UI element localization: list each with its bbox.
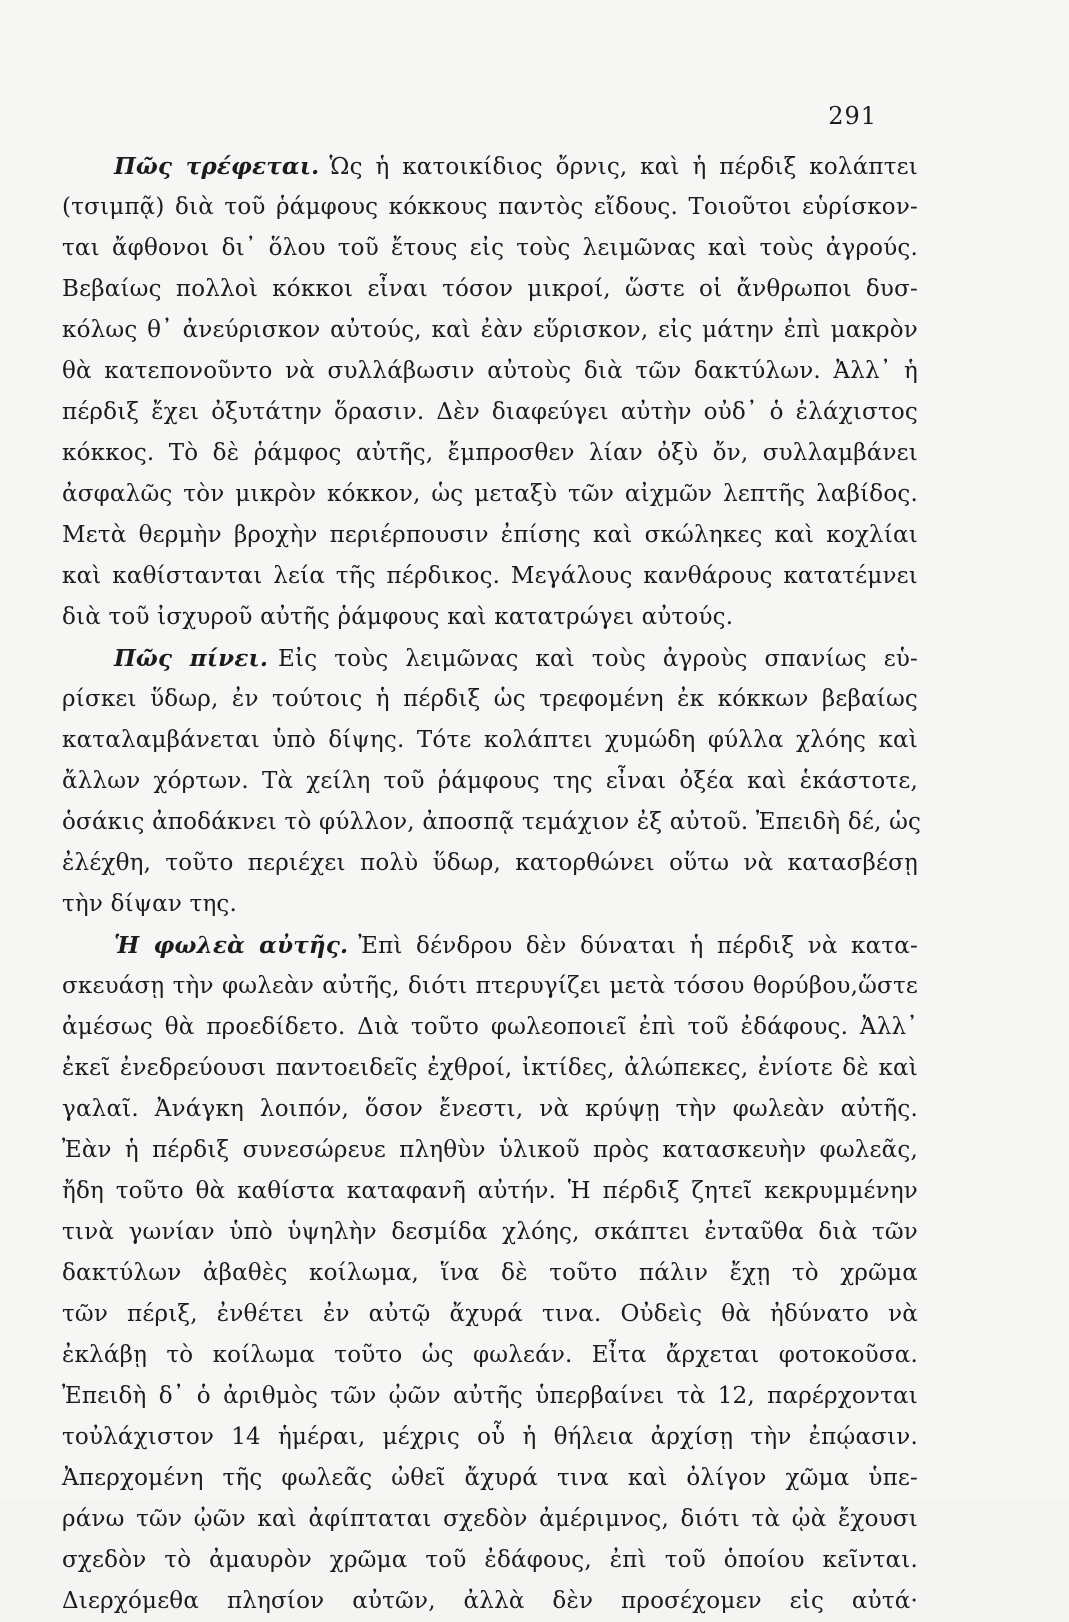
text-line: κόκκος. Τὸ δὲ ῥάμφος αὐτῆς, ἔμπροσθεν λίαν ὀξὺ ὄν, συλλαμβάνει: [62, 440, 918, 466]
text-line: ἤδη τοῦτο θὰ καθίστα καταφανῆ αὐτήν. Ἡ πέρδιξ ζητεῖ κεκρυμμένην: [62, 1178, 918, 1204]
text-line: Βεβαίως πολλοὶ κόκκοι εἶναι τόσον μικροί, ὥστε οἱ ἄνθρωποι δυσ-: [62, 276, 918, 302]
text-line: θὰ κατεπονοῦντο νὰ συλλάβωσιν αὐτοὺς διὰ τῶν δακτύλων. Ἀλλ᾽ ἡ: [62, 358, 918, 384]
text-line: ἄλλων χόρτων. Τὰ χείλη τοῦ ῥάμφους της εἶναι ὀξέα καὶ ἑκάστοτε,: [62, 768, 918, 794]
text-line: Ἀπερχομένη τῆς φωλεᾶς ὠθεῖ ἄχυρά τινα καὶ ὀλίγον χῶμα ὑπε-: [62, 1465, 918, 1491]
text-line: τὴν δίψαν της.: [62, 891, 238, 917]
text-line: τῶν πέριξ, ἐνθέτει ἐν αὐτῷ ἄχυρά τινα. Οὐδεὶς θὰ ἠδύνατο νὰ: [62, 1301, 918, 1327]
text-line: ρίσκει ὕδωρ, ἐν τούτοις ἡ πέρδιξ ὡς τρεφομένη ἐκ κόκκων βεβαίως: [62, 686, 918, 712]
text-line: ἀμέσως θὰ προεδίδετο. Διὰ τοῦτο φωλεοποιεῖ ἐπὶ τοῦ ἐδάφους. Ἀλλ᾽: [62, 1014, 918, 1040]
section-feeding: [62, 146, 918, 638]
text-line: σκευάσῃ τὴν φωλεὰν αὐτῆς, διότι πτερυγίζει μετὰ τόσου θορύβου,ὥστε: [62, 973, 918, 999]
text-line: Πῶς πίνει. Εἰς τοὺς λειμῶνας καὶ τοὺς ἀγροὺς σπανίως εὑ-: [114, 645, 918, 672]
text-line: τοὐλάχιστον 14 ἡμέραι, μέχρις οὗ ἡ θήλεια ἀρχίσῃ τὴν ἐπῴασιν.: [62, 1424, 918, 1450]
text-line: (τσιμπᾷ) διὰ τοῦ ῥάμφους κόκκους παντὸς εἴδους. Τοιοῦτοι εὑρίσκον-: [62, 194, 918, 220]
text-line: τινὰ γωνίαν ὑπὸ ὑψηλὴν δεσμίδα χλόης, σκάπτει ἐνταῦθα διὰ τῶν: [62, 1219, 918, 1245]
text-line: Διερχόμεθα πλησίον αὐτῶν, ἀλλὰ δὲν προσέχομεν εἰς αὐτά·: [62, 1588, 918, 1614]
text-line: Ἡ φωλεὰ αὐτῆς. Ἐπὶ δένδρου δὲν δύναται ἡ πέρδιξ νὰ κατα-: [114, 932, 918, 959]
text-line: ὁσάκις ἀποδάκνει τὸ φύλλον, ἀποσπᾷ τεμάχιον ἐξ αὐτοῦ. Ἐπειδὴ δέ, ὡς: [62, 809, 922, 835]
text-line: διὰ τοῦ ἰσχυροῦ αὐτῆς ῥάμφους καὶ κατατρώγει αὐτούς.: [62, 604, 734, 630]
text-line: ἐκλάβῃ τὸ κοίλωμα τοῦτο ὡς φωλεάν. Εἶτα ἄρχεται φοτοκοῦσα.: [62, 1342, 918, 1368]
section-drinking: [62, 638, 922, 925]
text-line: ράνω τῶν ᾠῶν καὶ ἀφίπταται σχεδὸν ἀμέριμνος, διότι τὰ ᾠὰ ἔχουσι: [62, 1506, 918, 1532]
text-line: Ἐπειδὴ δ᾽ ὁ ἀριθμὸς τῶν ᾠῶν αὐτῆς ὑπερβαίνει τὰ 12, παρέρχονται: [62, 1383, 918, 1409]
text-line: σχεδὸν τὸ ἀμαυρὸν χρῶμα τοῦ ἐδάφους, ἐπὶ τοῦ ὁποίου κεῖνται.: [62, 1547, 918, 1573]
section-heading: Ἡ φωλεὰ αὐτῆς.: [114, 932, 349, 959]
text-line: Ἐὰν ἡ πέρδιξ συνεσώρευε πληθὺν ὑλικοῦ πρὸς κατασκευὴν φωλεᾶς,: [62, 1137, 918, 1163]
text-line: δακτύλων ἀβαθὲς κοίλωμα, ἵνα δὲ τοῦτο πάλιν ἔχῃ τὸ χρῶμα: [62, 1260, 918, 1286]
text-line: ἀσφαλῶς τὸν μικρὸν κόκκον, ὡς μεταξὺ τῶν αἰχμῶν λεπτῆς λαβίδος.: [62, 481, 918, 507]
text-line: γαλαῖ. Ἀνάγκη λοιπόν, ὅσον ἔνεστι, νὰ κρύψῃ τὴν φωλεὰν αὐτῆς.: [62, 1096, 918, 1122]
text-line: ται ἄφθονοι δι᾽ ὅλου τοῦ ἔτους εἰς τοὺς λειμῶνας καὶ τοὺς ἀγρούς.: [62, 235, 918, 261]
section-nest: [62, 925, 918, 1622]
text-line: ἐκεῖ ἐνεδρεύουσι παντοειδεῖς ἐχθροί, ἰκτίδες, ἀλώπεκες, ἐνίοτε δὲ καὶ: [62, 1055, 918, 1081]
text-line: καὶ καθίστανται λεία τῆς πέρδικος. Μεγάλους κανθάρους κατατέμνει: [62, 563, 918, 589]
page-number: 291: [828, 102, 877, 130]
text-line: κόλως θ᾽ ἀνεύρισκον αὐτούς, καὶ ἐὰν εὕρισκον, εἰς μάτην ἐπὶ μακρὸν: [62, 317, 918, 343]
text-line: πέρδιξ ἔχει ὀξυτάτην ὅρασιν. Δὲν διαφεύγει αὐτὴν οὐδ᾽ ὁ ἐλάχιστος: [62, 399, 918, 425]
text-line: ἐλέχθη, τοῦτο περιέχει πολὺ ὕδωρ, κατορθώνει οὕτω νὰ κατασβέσῃ: [62, 850, 918, 876]
text-line: καταλαμβάνεται ὑπὸ δίψης. Τότε κολάπτει χυμώδη φύλλα χλόης καὶ: [62, 727, 918, 753]
body-text: [62, 146, 922, 1622]
text-line: Μετὰ θερμὴν βροχὴν περιέρπουσιν ἐπίσης καὶ σκώληκες καὶ κοχλίαι: [62, 522, 918, 548]
text-line: Πῶς τρέφεται. Ὡς ἡ κατοικίδιος ὄρνις, καὶ ἡ πέρδιξ κολάπτει: [114, 153, 918, 180]
section-heading: Πῶς τρέφεται.: [114, 153, 320, 180]
section-heading: Πῶς πίνει.: [114, 645, 269, 672]
